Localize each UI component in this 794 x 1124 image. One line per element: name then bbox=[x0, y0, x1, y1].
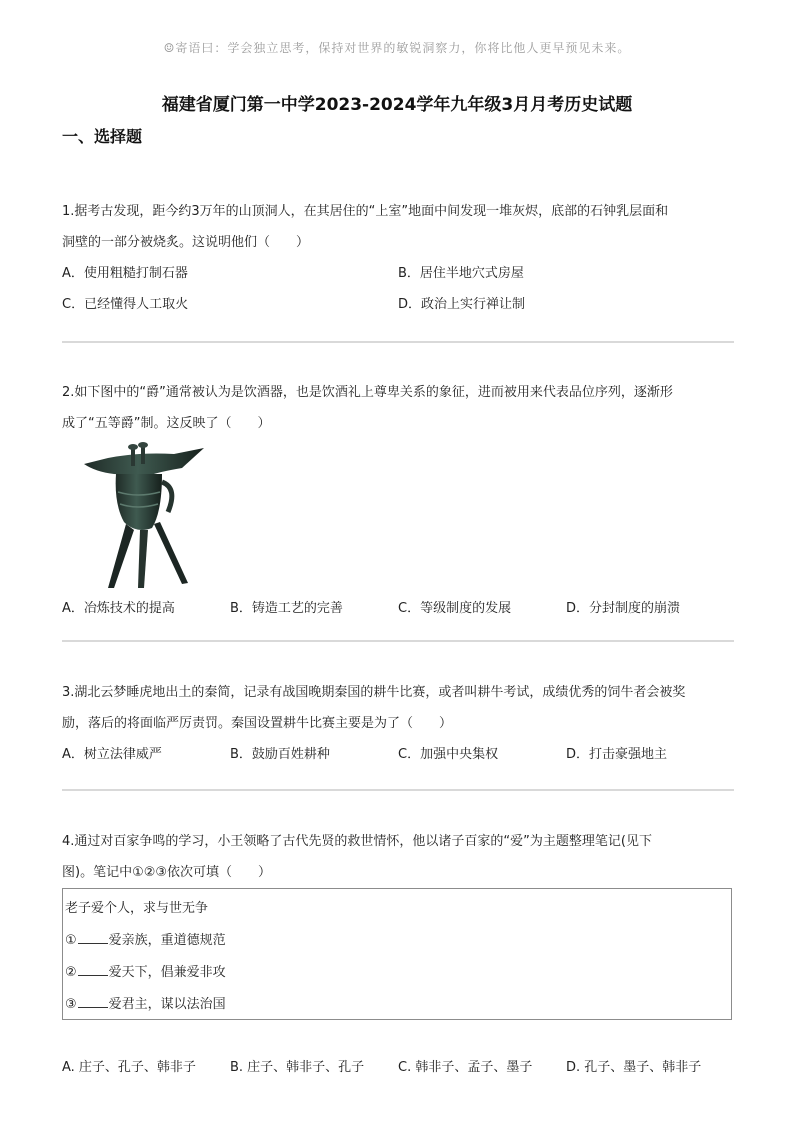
note-line-3 bbox=[65, 989, 721, 1021]
option-d[interactable]: D．打击豪强地主 bbox=[566, 747, 668, 762]
note-text-2: 爱天下，倡兼爱非攻 bbox=[108, 965, 226, 980]
option-a[interactable]: A．冶炼技术的提高 bbox=[62, 601, 175, 616]
study-notes-box bbox=[62, 888, 732, 1020]
question-3-options bbox=[62, 739, 734, 770]
option-c[interactable]: C．加强中央集权 bbox=[398, 747, 499, 762]
option-c[interactable]: C．已经懂得人工取火 bbox=[62, 297, 189, 312]
option-a[interactable]: A．使用粗糙打制石器 bbox=[62, 266, 188, 281]
note-line-2 bbox=[65, 957, 721, 989]
circled-number-3: ③ bbox=[65, 997, 77, 1012]
option-c[interactable]: C．等级制度的发展 bbox=[398, 601, 512, 616]
question-4-options bbox=[62, 1052, 734, 1083]
note-text-1: 爱亲族，重道德规范 bbox=[108, 933, 226, 948]
option-d[interactable]: D. 孔子、墨子、韩非子 bbox=[566, 1060, 702, 1075]
divider bbox=[62, 640, 734, 642]
option-b[interactable]: B．居住半地穴式房屋 bbox=[398, 266, 524, 281]
fill-blank-3 bbox=[78, 995, 108, 1008]
option-b[interactable]: B．铸造工艺的完善 bbox=[230, 601, 343, 616]
bronze-jue-image bbox=[78, 442, 210, 592]
page-title: 福建省厦门第一中学2023-2024学年九年级3月月考历史试题 bbox=[161, 95, 633, 115]
option-d[interactable]: D．分封制度的崩溃 bbox=[566, 601, 681, 616]
question-1-stem-line-1: 1.据考古发现，距今约3万年的山顶洞人，在其居住的“上室”地面中间发现一堆灰烬，底部的石钟乳层面和 bbox=[62, 204, 669, 219]
note-line-1 bbox=[65, 925, 721, 957]
question-2-stem-line-1: 2.如下图中的“爵”通常被认为是饮酒器，也是饮酒礼上尊卑关系的象征，进而被用来代表品位序列，逐渐形 bbox=[62, 385, 673, 400]
question-1 bbox=[62, 196, 734, 320]
option-a[interactable]: A．树立法律威严 bbox=[62, 747, 162, 762]
question-4-stem-line-2: 图)。笔记中①②③依次可填（ ） bbox=[62, 865, 272, 880]
option-d[interactable]: D．政治上实行禅让制 bbox=[398, 297, 526, 312]
note-text-3: 爱君主，谋以法治国 bbox=[108, 997, 226, 1012]
fill-blank-2 bbox=[78, 963, 108, 976]
question-2-options bbox=[62, 593, 734, 624]
question-4-stem-line-1: 4.通过对百家争鸣的学习，小王领略了古代先贤的救世情怀，他以诸子百家的“爱”为主题整理笔记(见下 bbox=[62, 834, 652, 849]
question-1-stem-line-2: 洞壁的一部分被烧炙。这说明他们（ ） bbox=[62, 235, 310, 250]
option-b[interactable]: B．鼓励百姓耕种 bbox=[230, 747, 330, 762]
divider bbox=[62, 789, 734, 791]
note-line-laozi: 老子爱个人，求与世无争 bbox=[65, 901, 209, 916]
section-heading: 一、选择题 bbox=[62, 127, 143, 146]
question-4 bbox=[62, 826, 734, 888]
option-a[interactable]: A. 庄子、孔子、韩非子 bbox=[62, 1060, 196, 1075]
option-b[interactable]: B. 庄子、韩非子、孔子 bbox=[230, 1060, 365, 1075]
question-3 bbox=[62, 677, 734, 770]
question-3-stem-line-2: 励，落后的将面临严厉责罚。秦国设置耕牛比赛主要是为了（ ） bbox=[62, 716, 453, 731]
option-c[interactable]: C. 韩非子、孟子、墨子 bbox=[398, 1060, 533, 1075]
divider bbox=[62, 341, 734, 343]
question-2-stem-line-2: 成了“五等爵”制。这反映了（ ） bbox=[62, 416, 271, 431]
question-1-options bbox=[62, 258, 734, 320]
fill-blank-1 bbox=[78, 931, 108, 944]
question-4-answers bbox=[62, 1052, 734, 1083]
motto-line: ☺寄语曰：学会独立思考，保持对世界的敏锐洞察力，你将比他人更早预见未来。 bbox=[163, 41, 631, 55]
circled-number-1: ① bbox=[65, 933, 77, 948]
question-3-stem-line-1: 3.湖北云梦睡虎地出土的秦简，记录有战国晚期秦国的耕牛比赛，或者叫耕牛考试，成绩优秀的饲牛者会被奖 bbox=[62, 685, 686, 700]
circled-number-2: ② bbox=[65, 965, 77, 980]
question-2-answers bbox=[62, 593, 734, 624]
question-2 bbox=[62, 377, 734, 439]
